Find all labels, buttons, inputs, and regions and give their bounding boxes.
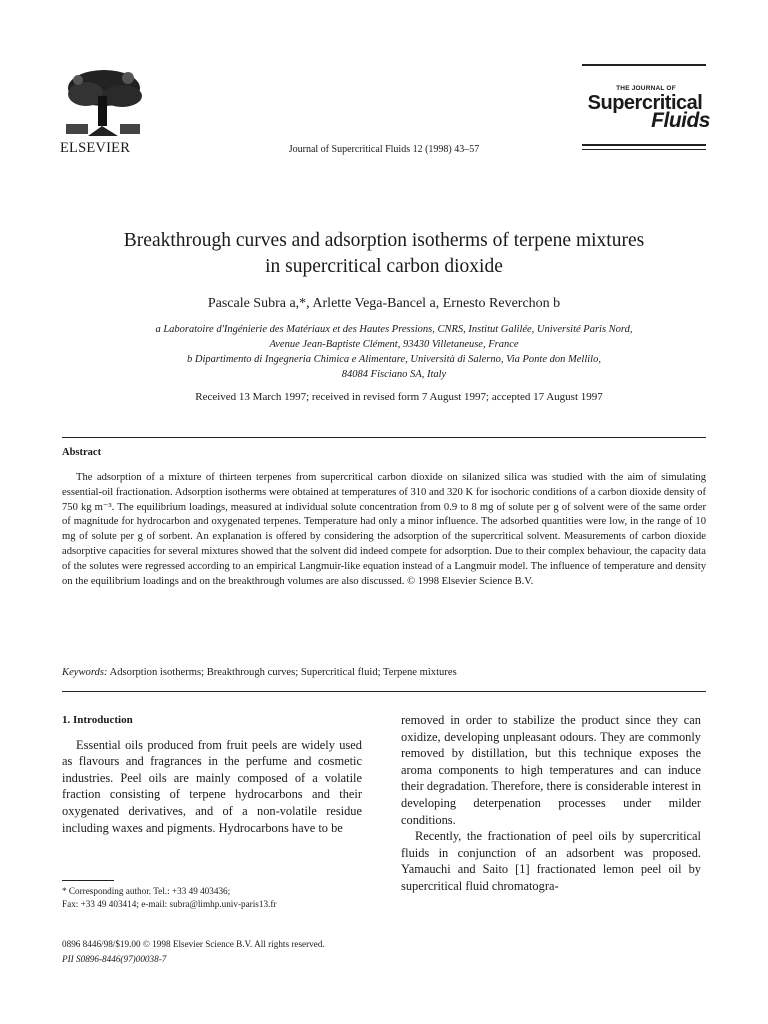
body-paragraph: Recently, the fractionation of peel oils by supercritical fluids in conjunction of an adsorbent was proposed. Yamauchi and Saito [1] fractionated lemon peel oil by supercritical fluid chromatogra-: [401, 829, 701, 893]
body-column-left: [62, 712, 362, 836]
author-list: Pascale Subra a,*, Arlette Vega-Bancel a, Ernesto Reverchon b: [207, 296, 561, 311]
abstract-heading: Abstract: [62, 447, 102, 458]
affiliation-line: b Dipartimento di Ingegneria Chimica e Alimentare, Università di Salerno, Via Ponte don Mellilo,: [187, 354, 601, 365]
keywords-list: Adsorption isotherms; Breakthrough curves; Supercritical fluid; Terpene mixtures: [109, 667, 457, 678]
keywords: [62, 667, 457, 678]
copyright-block: [62, 937, 422, 966]
journal-logo-word2: Fluids: [651, 109, 710, 132]
footnote-line: Fax: +33 49 403414; e-mail: subra@limhp.univ-paris13.fr: [62, 898, 277, 909]
body-paragraph: Essential oils produced from fruit peels are widely used as flavours and fragrances in the perfume and cosmetic industries. Peel oils are mainly composed of a volatile fraction consisting of terpene hydrocarbons and their oxygenated derivatives, and of a non-volatile residue including waxes and pigments. Hydrocarbons have to be: [62, 737, 362, 835]
section-divider: [62, 437, 706, 438]
abstract-text: The adsorption of a mixture of thirteen terpenes from supercritical carbon dioxide on silanized silica was studied with the aim of simulating essential-oil fractionation. Adsorption isotherms were obtained at temperatures of 310 and 320 K for isochoric conditions of a carbon dioxide density of 750 kg m⁻³. The equilibrium loadings, measured at individual solute concentration from 0.9 to 8 mg of solute per g of solvent were of the same order of magnitude for hydrocarbon and oxygenated terpenes. Temperature had only a minor influence. The adsorbed quantities were low, in the range of 10 mg of solute per g of sorbent. An explanation is offered by considering the adsorption of the supercritical solvent. Measurements of carbon dioxide adsorptive capacities for several mixtures showed that the solvent did indeed compete for adsorption. Due to their complex behaviour, the capacity data of the solutes were regressed according to an empirical Langmuir-like equation instead of a Langmuir model. The influence of temperature and density on the equilibrium loadings and on the breakthrough volumes are also discussed. © 1998 Elsevier Science B.V.: [62, 472, 706, 587]
affiliation-line: a Laboratoire d'Ingénierie des Matériaux et des Hautes Pressions, CNRS, Institut Galilée, Université Paris Nord,: [155, 324, 633, 335]
pii-line: PII S0896-8446(97)00038-7: [62, 953, 167, 964]
received-dates: Received 13 March 1997; received in revised form 7 August 1997; accepted 17 August 1997: [195, 391, 603, 403]
section-heading: 1. Introduction: [62, 714, 133, 726]
affiliation-line: 84084 Fisciano SA, Italy: [341, 369, 447, 380]
title-line: Breakthrough curves and adsorption isotherms of terpene mixtures: [123, 230, 645, 251]
publisher-name: ELSEVIER: [60, 140, 131, 156]
journal-logo-word1: Supercritical: [587, 92, 703, 114]
copyright-line: 0896 8446/98/$19.00 © 1998 Elsevier Science B.V. All rights reserved.: [62, 939, 325, 949]
elsevier-tree-logo: [58, 66, 148, 138]
affiliation-b: [70, 352, 718, 382]
journal-logo-rule: [582, 64, 706, 66]
footnote-rule: [62, 880, 114, 881]
journal-logo-rule: [582, 149, 706, 150]
article-title: [40, 228, 728, 280]
journal-logo-rule: [582, 144, 706, 146]
affiliation-a: [70, 322, 718, 352]
footnote: [62, 885, 382, 910]
footnote-line: * Corresponding author. Tel.: +33 49 403436;: [62, 886, 231, 896]
section-divider: [62, 691, 706, 692]
keywords-label: Keywords:: [62, 667, 108, 678]
affiliation-line: Avenue Jean-Baptiste Clément, 93430 Villetaneuse, France: [269, 339, 519, 350]
title-line: in supercritical carbon dioxide: [265, 256, 503, 277]
body-paragraph: removed in order to stabilize the product since they can oxidize, developing unpleasant odours. They are commonly removed by distillation, but this technique exposes the aroma components to high temperatures and can induce their degradation. Therefore, there is considerable interest in developing deterpenation processes under milder conditions.: [401, 713, 701, 827]
journal-citation: Journal of Supercritical Fluids 12 (1998) 43–57: [288, 144, 480, 155]
body-column-right: [401, 712, 701, 895]
journal-logo-prefix: THE JOURNAL OF: [616, 85, 676, 92]
